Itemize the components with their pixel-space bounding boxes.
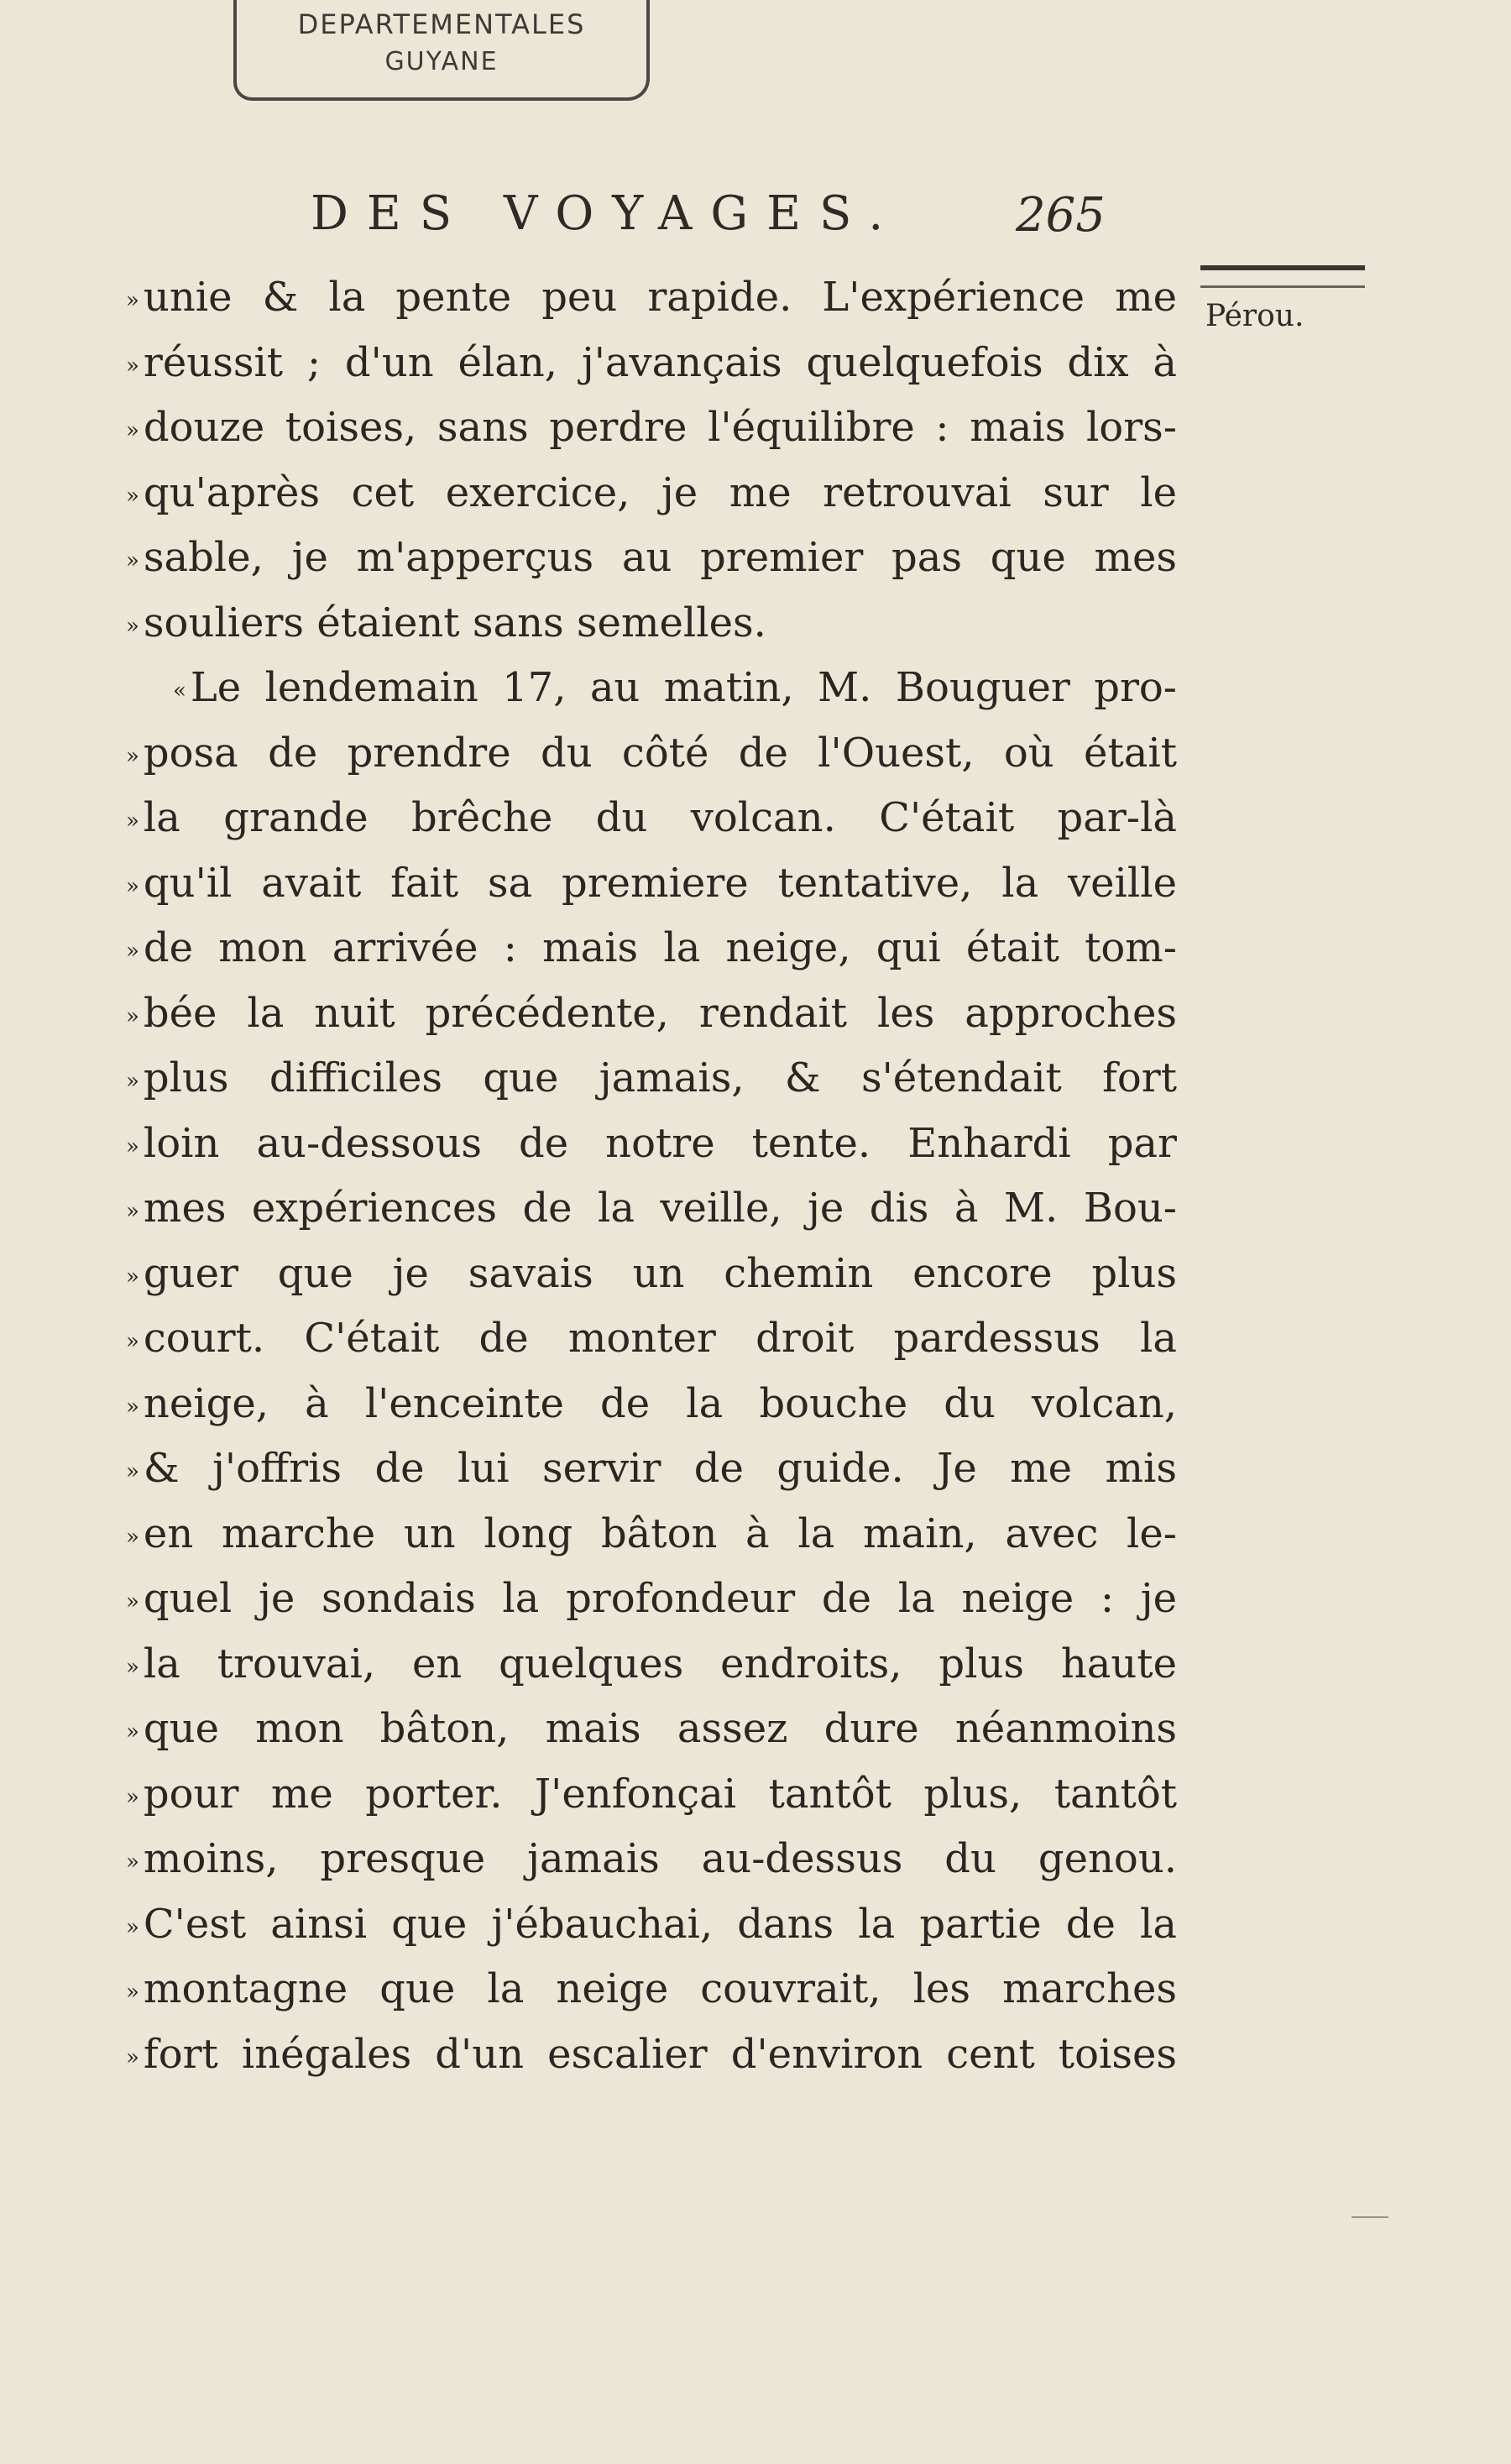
quote-mark: » [126,1069,139,1094]
quote-mark: » [126,1849,139,1875]
text-line [126,1046,1177,1112]
margin-rule-mark [1200,265,1365,288]
line-text: & j'offris de lui servir de guide. Je me mis [143,1445,1177,1492]
line-text: douze toises, sans perdre l'équilibre : mais lors- [143,404,1177,451]
line-text: la trouvai, en quelques endroits, plus haute [143,1640,1177,1687]
line-text: que mon bâton, mais assez dure néanmoins [143,1705,1177,1752]
line-text: réussit ; d'un élan, j'avançais quelquefois dix à [143,338,1177,386]
quote-mark: » [126,1589,139,1614]
quote-mark: » [126,1133,139,1159]
line-text: unie & la pente peu rapide. L'expérience me [143,274,1177,321]
quote-mark: » [126,1719,139,1745]
text-line [126,1632,1177,1698]
text-line [126,1306,1177,1372]
line-text: de mon arrivée : mais la neige, qui était tom- [143,924,1177,971]
footer-mark [1352,2216,1388,2218]
text-line [126,1436,1177,1502]
text-line [126,265,1177,331]
line-text: en marche un long bâton à la main, avec le- [143,1509,1177,1557]
text-line [126,1567,1177,1632]
line-text: plus difficiles que jamais, & s'étendait fort [143,1054,1177,1101]
text-line [126,981,1177,1047]
text-line [126,1957,1177,2022]
quote-mark: » [126,483,139,509]
text-line [126,331,1177,396]
quote-mark: » [126,353,139,379]
stamp-line-2: GUYANE [384,47,499,76]
text-line [126,526,1177,591]
quote-mark: » [126,873,139,899]
quote-mark: » [126,743,139,769]
quote-mark: » [126,1003,139,1029]
quote-mark: » [126,808,139,834]
text-line [126,1827,1177,1892]
line-text: guer que je savais un chemin encore plus [143,1249,1177,1297]
text-line [126,1176,1177,1242]
quote-mark: » [126,1199,139,1224]
margin-note: Pérou. [1205,299,1304,333]
line-text: sable, je m'apperçus au premier pas que mes [143,534,1177,581]
quote-mark: » [126,1524,139,1550]
quote-mark: » [126,1654,139,1680]
line-text: quel je sondais la profondeur de la neige : je [143,1575,1177,1622]
text-line [126,1892,1177,1958]
text-line [126,1372,1177,1437]
text-line [126,395,1177,461]
line-text: C'est ainsi que j'ébauchai, dans la partie de la [143,1900,1177,1948]
quote-mark: » [126,1329,139,1354]
quote-mark: » [126,288,139,313]
quote-mark: « [173,678,186,704]
line-text: neige, à l'enceinte de la bouche du volcan, [143,1379,1177,1427]
text-line [126,786,1177,851]
line-text: la grande brêche du volcan. C'était par-là [143,794,1177,841]
line-text: qu'il avait fait sa premiere tentative, la veille [143,859,1177,907]
text-line [126,2022,1177,2088]
line-text: qu'après cet exercice, je me retrouvai sur le [143,468,1177,516]
quote-mark: » [126,1784,139,1810]
library-stamp [233,0,650,101]
quote-mark: » [126,1394,139,1420]
quote-mark: » [126,1914,139,1940]
text-line [126,1502,1177,1567]
line-text: pour me porter. J'enfonçai tantôt plus, tantôt [143,1770,1177,1818]
text-line [126,1697,1177,1762]
line-text: souliers étaient sans semelles. [143,599,766,646]
line-text: posa de prendre du côté de l'Ouest, où était [143,729,1177,777]
quote-mark: » [126,2044,139,2070]
line-text: court. C'était de monter droit pardessus la [143,1315,1177,1362]
line-text: moins, presque jamais au-dessus du genou. [143,1835,1177,1882]
text-line [126,1762,1177,1828]
body-text [126,265,1177,2087]
line-text: bée la nuit précédente, rendait les approches [143,989,1177,1037]
text-line [126,851,1177,917]
line-text: loin au-dessous de notre tente. Enhardi par [143,1119,1177,1167]
text-line [126,1242,1177,1307]
running-title: DES VOYAGES. [311,186,902,241]
stamp-line-1: DEPARTEMENTALES [297,8,586,40]
line-text: mes expériences de la veille, je dis à M. Bou- [143,1185,1177,1232]
text-line [126,461,1177,526]
quote-mark: » [126,1263,139,1290]
text-line [126,721,1177,787]
line-text: fort inégales d'un escalier d'environ cent toises [143,2030,1177,2078]
text-line [126,656,1177,721]
quote-mark: » [126,939,139,964]
quote-mark: » [126,1980,139,2005]
text-line [126,1112,1177,1177]
text-line [126,591,1177,657]
quote-mark: » [126,418,139,443]
quote-mark: » [126,613,139,639]
quote-mark: » [126,1459,139,1484]
text-line [126,916,1177,981]
line-text: Le lendemain 17, au matin, M. Bouguer pro- [190,664,1177,711]
page-number: 265 [1016,188,1106,243]
quote-mark: » [126,548,139,573]
line-text: montagne que la neige couvrait, les marches [143,1965,1177,2012]
